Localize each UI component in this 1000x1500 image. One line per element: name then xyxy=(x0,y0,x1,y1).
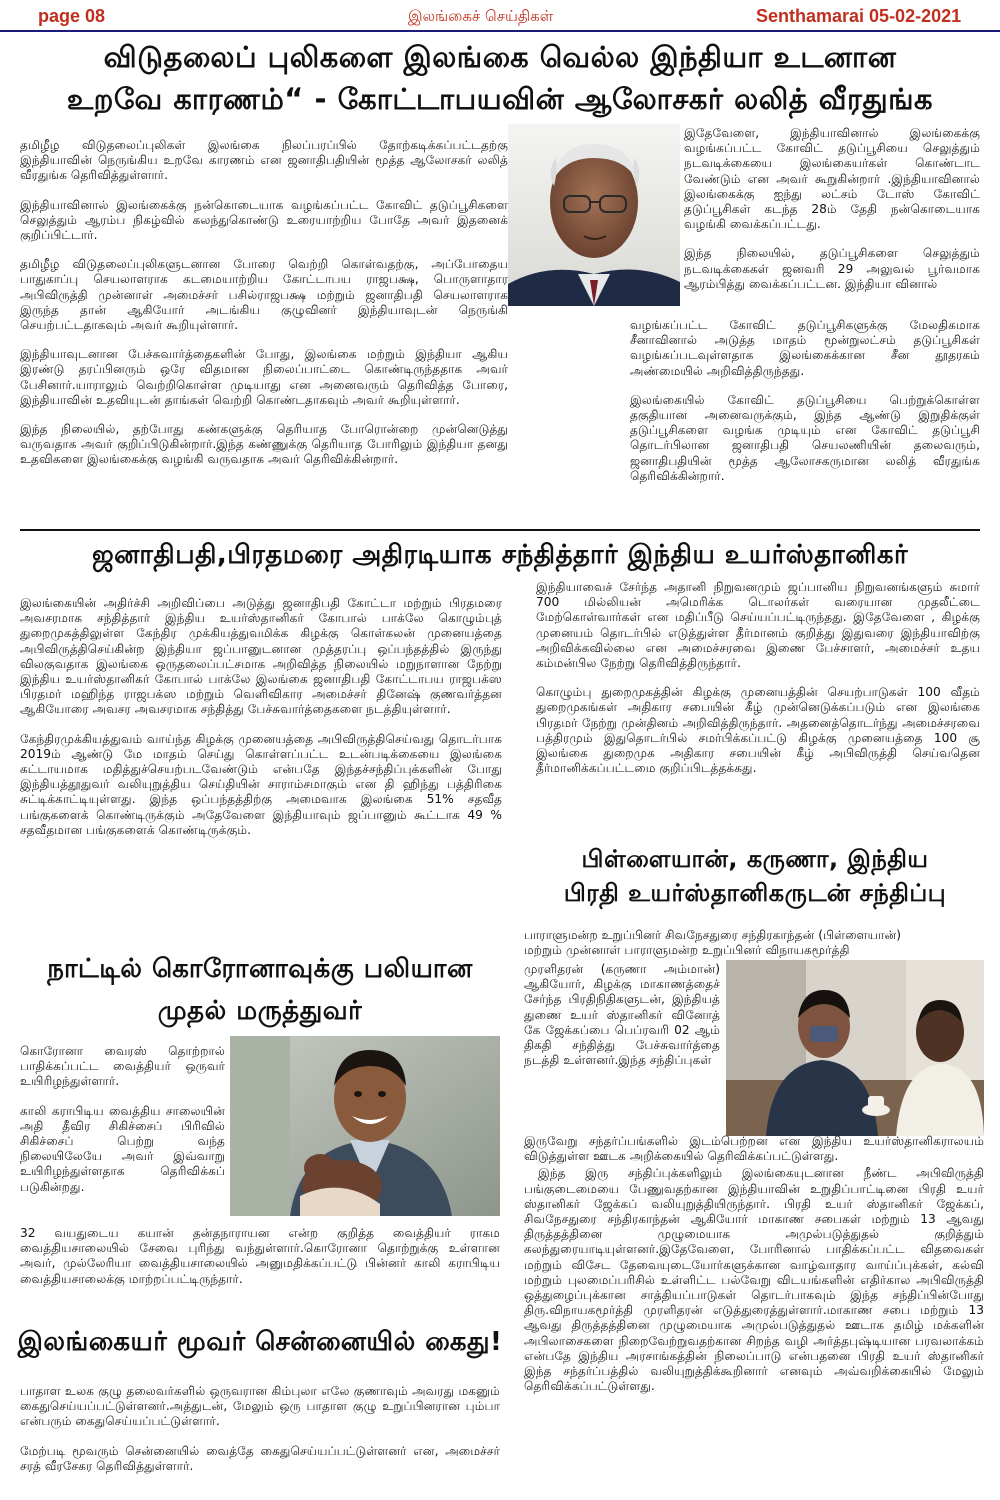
article4-wide-paragraph xyxy=(20,1226,500,1301)
masthead-date: Senthamarai 05-02-2021 xyxy=(756,6,962,26)
meeting-photo xyxy=(726,960,984,1136)
paragraph: இந்தியாவினால் இலங்கைக்கு நன்கொடையாக வழங்கப்பட்ட கோவிட் தடுப்பூசிகளை செலுத்தும் ஆரம்ப நிகழ்வில் கலந்துகொண்டு உரையாற்றிய போதே அவர் இதனைக் குறிப்பிட்டார். xyxy=(20,197,508,243)
paragraph: கொழும்பு துறைமுகத்தின் கிழக்கு முனையத்தின் செயற்பாடுகள் 100 வீதம் துறைமுகங்கள் அதிகார சபையின் கீழ் முன்னெடுக்கப்படும் என இலங்கை பிரதமர் நேற்று முன்தினம் அறிவித்திருந்தார். அதனைத்தொடர்ந்து அமைச்சரவை பத்திரமும் இதுதொடர்பில் சமர்பிக்கப்பட்டு கிழக்கு முனையத்தை 100 சூ இலங்கை துறைமுக அதிகார சபையின் கீழ் அபிவிருத்தி செய்வதென தீர்மானிக்கப்பட்டமை குறிப்பிடத்தக்கது. xyxy=(536,685,980,776)
article2-left-column xyxy=(20,596,502,852)
section-title: இலங்கைச் செய்திகள் xyxy=(408,7,554,25)
paragraph: இந்த இரு சந்திப்புக்களிலும் இலங்கையுடனான நீண்ட அபிவிருத்தி பங்குடைமையை பேணுவதற்கான இந்தியாவின் உறுதிப்பாட்டினை பிரதி உயர் ஸ்தானிகர் ஜேக்கப் வலியுறுத்தியிருந்தார். பிரதி உயர் ஸ்தானிகர் ஜேக்கப், சிவநேசதுரை சந்திரகாந்தன் ஆகியோர் மாகாண சபைகள் மற்றும் 13 ஆவது திருத்தத்தினை முழுமையாக அமுல்படுத்துதல் குறித்தும் கலந்துரையாடியுள்ளனர்.இதேவேளை, போரினால் பாதிக்கப்பட்ட விதவைகள் மற்றும் விசேட தேவையுடையோர்களுக்கான வாழ்வாதார வாய்ப்புக்கள், கல்வி மற்றும் புலமைப்பரிசில் உள்ளிட்ட பல்வேறு விடயங்களின் எதிர்கால அபிவிருத்தி ஒத்துழைப்புக்கான சாத்தியப்பாடுகள் தொடர்பாகவும் இந்த சந்திப்பின்போது திரு.விநாயகமூர்த்தி முரளிதரன் எடுத்துரைத்துள்ளார்.மாகாண சபை மற்றும் 13 ஆவது திருத்தத்தினை முழுமையாக அமுல்படுத்துதல் ஊடாக தமிழ் மக்களின் அபிலாசைகளை நிறைவேற்றுவதற்கான சிறந்த வழி அர்த்தபுஷ்டியான பரவலாக்கம் என்பதே இந்திய அரசாங்கத்தின் நிலைப்பாடு என்பதனை பிரதி உயர் ஸ்தானிகர் இந்த சந்தர்ப்பத்தில் வலியுறுத்திக்கூறினார் எனவும் அவ்வறிக்கையில் மேலும் தெரிவிக்கப்பட்டுள்ளது. xyxy=(524,1166,984,1394)
paragraph: தமிழீழ விடுதலைப்புலிகளுடனான போரை வெற்றி கொள்வதற்கு, அப்போதைய பாதுகாப்பு செயலாளராக கடமையாற்றிய கோட்டாபய ராஜபக்ஷ, பொருளாதார அபிவிருத்தி முன்னாள் அமைச்சர் பசில்ராஜபக்ஷ மற்றும் ஜனாதிபதி செயலாளராக இருந்த தான் ஆகியோர் அடங்கிய குழுவினர் இந்தியாவுடன் நெருங்கி செயற்பட்டதாகவும் அவர் கூறியுள்ளார். xyxy=(20,257,508,333)
paragraph: தமிழீழ விடுதலைப்புலிகள் இலங்கை நிலப்பரப்பில் தோற்கடிக்கப்பட்டதற்கு இந்தியாவின் நெருங்கிய உறவே காரணம் என ஜனாதிபதியின் மூத்த ஆலோசகர் லலித் வீரதுங்க தெரிவித்துள்ளார். xyxy=(20,138,508,183)
intro-line: மற்றும் முன்னாள் பாராளுமன்ற உறுப்பினர் விநாயகமூர்த்தி xyxy=(524,943,850,958)
article3-headline: பிள்ளையான், கருணா, இந்திய பிரதி உயர்ஸ்தானிகருடன் சந்திப்பு xyxy=(563,845,947,907)
paragraph: காலி கராபிடிய வைத்திய சாலையின் அதி தீவிர சிகிச்சைப் பிரிவில் சிகிச்சைப் பெற்று வந்த நிலையிலேயே அவர் இவ்வாறு உயிரிழந்துள்ளதாக தெரிவிக்கப் படுகின்றது. xyxy=(20,1103,225,1194)
article3-body xyxy=(524,1134,984,1408)
article1-right-bottom xyxy=(630,318,980,498)
paragraph: மேற்படி மூவரும் சென்னையில் வைத்தே கைதுசெய்யப்பட்டுள்ளனர் என, அமைச்சர் சரத் வீரசேகர தெரிவித்துள்ளார். xyxy=(20,1443,500,1473)
article3-intro xyxy=(524,928,984,958)
article2-right-column xyxy=(536,580,980,790)
paragraph: கேந்திரமுக்கியத்துவம் வாய்ந்த கிழக்கு முனையத்தை அபிவிருத்திசெய்வது தொடர்பாக 2019ம் ஆண்டு மே மாதம் செய்து கொள்ளப்பட்ட உடன்படிக்கையை இலங்கை கட்டாயமாக மதித்துச்செயற்படவேண்டும் என்பதே இந்தச்சந்திப்புக்களின் போது இந்தியத்தூதுவர் வலியுறுத்திய செய்தியின் சாராம்சமாகும் என தி ஹிந்து பத்திரிகை சுட்டிக்காட்டியுள்ளது. இந்த ஒப்பந்தத்திற்கு அமைவாக இலங்கை 51% சதவீத பங்குகளைக் கொண்டிருக்கும் அதேவேளை இந்தியாவும் ஜப்பானும் கூட்டாக 49 % சதவீதமான பங்குகளைக் கொண்டிருக்கும். xyxy=(20,731,502,837)
portrait-image xyxy=(508,124,680,306)
paragraph: வழங்கப்பட்ட கோவிட் தடுப்பூசிகளுக்கு மேலதிகமாக சீனாவினால் அடுத்த மாதம் மூன்றுலட்சம் தடுப்பூசிகள் வழங்கப்படவுள்ளதாக இலங்கைக்கான சீன தூதரகம் அண்மையில் அறிவித்திருந்தது. xyxy=(630,318,980,378)
article2-headline: ஜனாதிபதி,பிரதமரை அதிரடியாக சந்தித்தார் இந்திய உயர்ஸ்தானிகர் xyxy=(91,540,909,570)
page-number: page 08 xyxy=(38,6,106,26)
paragraph: கொரோனா வைரஸ் தொற்றால் பாதிக்கப்பட்ட வைத்தியர் ஒருவர் உயிரிழந்துள்ளார். xyxy=(20,1044,225,1089)
article4-headline: நாட்டில் கொரோனாவுக்கு பலியான முதல் மருத்துவர் xyxy=(47,954,473,1026)
paragraph: இலங்கையின் அதிர்ச்சி அறிவிப்பை அடுத்து ஜனாதிபதி கோட்டா மற்றும் பிரதமரை அவசரமாக சந்தித்தார் இந்திய உயர்ஸ்தானிகர் கோபால் பாக்லே கொழும்புத் துறைமுகத்திலுள்ள கேந்திர முக்கியத்துவமிக்க கிழக்கு கொள்கலன் முனையத்தை அபிவிருத்திசெய்கின்ற இந்தியா ஜப்பானுடனான முத்தரப்பு ஒப்பந்தத்தில் இருந்து விலகுவதாக இலங்கை ஒருதலைப்பட்சமாக அறிவித்த நிலையில் மறுநாளான நேற்று இந்திய உயர்ஸ்தானிகர் கோபால் பாக்லே இலங்கை ஜனாதிபதி கோட்டாபய ராஜபக்ஸ பிரதமர் மஹிந்த ராஜபக்ஸ மற்றும் வெளிவிகார அமைச்சர் தினேஷ் குணவர்த்தன ஆகியோரை அவசர அவசரமாக சந்தித்து பேச்சுவார்த்தைகளை நடத்தியுள்ளார். xyxy=(20,596,502,717)
doctor-image xyxy=(230,1036,500,1216)
paragraph: இந்த நிலையில், தடுப்பூசிகளை செலுத்தும் நடவடிக்கைகள் ஜனவரி 29 அலுவல் பூர்வமாக ஆரம்பித்து வைக்கப்பட்டன. இந்தியா வினால் xyxy=(684,246,980,291)
paragraph: இந்த நிலையில், தற்போது கண்களுக்கு தெரியாத போரொன்றை முன்னெடுத்து வருவதாக அவர் குறிப்பிடுகின்றார்.இந்த கண்ணுக்கு தெரியாத போரிலும் இந்தியா தனது உதவிகளை இலங்கைக்கு வழங்கி வருவதாக அவர் தெரிவிக்கின்றார். xyxy=(20,422,508,467)
article1-right-top xyxy=(684,126,980,306)
intro-line: பாராளுமன்ற உறுப்பினர் சிவநேசதுரை சந்திரகாந்தன் (பிள்ளையான்) xyxy=(524,928,902,942)
paragraph: 32 வயதுடைய கயான் தன்தநாராயன என்ற குறித்த வைத்தியர் ராகம வைத்தியசாலையில் சேவை புரிந்து வந்துள்ளார்.கொரோனா தொற்றுக்கு உள்ளான அவர், முல்லேரியா வைத்தியசாலையில் அனுமதிக்கப்பட்டு பின்னர் காலி கராபிடிய வைத்தியசாலைக்கு மாற்றப்பட்டிருந்தார். xyxy=(20,1226,500,1286)
paragraph: இலங்கையில் கோவிட் தடுப்பூசியை பெற்றுக்கொள்ள தகுதியான அனைவருக்கும், இந்த ஆண்டு இறுதிக்குள் தடுப்பூசிகளை வழங்க முடியும் என கோவிட் தடுப்பூசி தொடர்பிலான ஜனாதிபதி செயலணியின் தலைவரும், ஜனாதிபதியின் மூத்த ஆலோசகருமான லலித் வீரதுங்க தெரிவிக்கின்றார். xyxy=(630,392,980,483)
meeting-image xyxy=(726,960,984,1136)
portrait-photo xyxy=(508,124,680,306)
article3-narrow-column xyxy=(524,962,720,1082)
divider-line xyxy=(20,529,980,531)
paragraph: இதேவேளை, இந்தியாவினால் இலங்கைக்கு வழங்கப்பட்ட கோவிட் தடுப்பூசியை செலுத்தும் நடவடிக்கையை இலங்கையர்கள் கொண்டாட வேண்டும் என அவர் கூறுகின்றார் .இந்தியாவினால் இலங்கைக்கு ஐந்து லட்சம் டோஸ் கோவிட் தடுப்பூசிகள் கடந்த 28ம் தேதி நன்கொடையாக வழங்கி வைக்கப்பட்டது. xyxy=(684,126,980,232)
article1-left-column xyxy=(20,138,508,482)
article4-narrow-column xyxy=(20,1044,225,1209)
article5-headline: இலங்கையர் மூவர் சென்னையில் கைது! xyxy=(17,1327,503,1357)
paragraph: இந்தியாவைச் சேர்ந்த அதானி நிறுவனமும் ஜப்பானிய நிறுவனங்களும் சுமார் 700 மில்லியன் அமெரிக்க டொலர்கள் வரையான முதலீட்டை மேற்கொள்வார்கள் என மதிப்பீடு செய்யப்பட்டிருந்தது. இதேவேளை , கிழக்கு முனையம் தொடர்பில் எடுத்துள்ள தீர்மானம் குறித்து இதுவரை இந்தியாவிற்கு அறிவிக்கவில்லை என அமைச்சரவை இணை பேச்சாளர், அமைச்சர் உதய கம்மன்பில நேற்று தெரிவித்திருந்தார். xyxy=(536,580,980,671)
doctor-photo xyxy=(230,1036,500,1216)
paragraph: பாதாள உலக குழு தலைவர்களில் ஒருவரான கிம்புலா எலே குணாவும் அவரது மகனும் கைதுசெய்யப்பட்டுள்ளனர்.அத்துடன், மேலும் ஒரு பாதாள குழு உறுப்பினரான பும்பா என்பரும் கைதுசெய்யப்பட்டுள்ளார். xyxy=(20,1384,500,1429)
page-header xyxy=(0,0,1000,32)
paragraph: முரளிதரன் (கருணா அம்மான்) ஆகியோர், கிழக்கு மாகாணத்தைச் சேர்ந்த பிரதிநிதிகளுடன், இந்தியத் துணை உயர் ஸ்தானிகர் வினோத் கே ஜேக்கப்பை பெப்ரவரி 02 ஆம் திகதி சந்தித்து பேச்சுவார்த்தை நடத்தி உள்ளனர்.இந்த சந்திப்புகள் xyxy=(524,962,720,1068)
article1-headline: விடுதலைப் புலிகளை இலங்கை வெல்ல இந்தியா உடனான உறவே காரணம்“ - கோட்டாபயவின் ஆலோசகர் லலித் வீரதுங்க xyxy=(66,40,934,116)
paragraph: இருவேறு சந்தர்ப்பங்களில் இடம்பெற்றன என இந்திய உயர்ஸ்தானிகராலயம் விடுத்துள்ள ஊடக அறிக்கையில் தெரிவிக்கப்பட்டுள்ளது. xyxy=(524,1134,984,1164)
paragraph: இந்தியாவுடனான பேச்சுவார்த்தைகளின் போது, இலங்கை மற்றும் இந்தியா ஆகிய இரண்டு தரப்பினரும் ஒரே விதமான நிலைப்பாட்டை கொண்டிருந்ததாக அவர் பேசினார்.யாராலும் வெற்றிகொள்ள முடியாது என அனைவரும் தெரிவித்த போரை, இந்தியாவின் உதவியுடன் தாங்கள் வெற்றி கொண்டதாகவும் அவர் கூறியுள்ளார். xyxy=(20,347,508,407)
article5-body xyxy=(20,1384,500,1488)
